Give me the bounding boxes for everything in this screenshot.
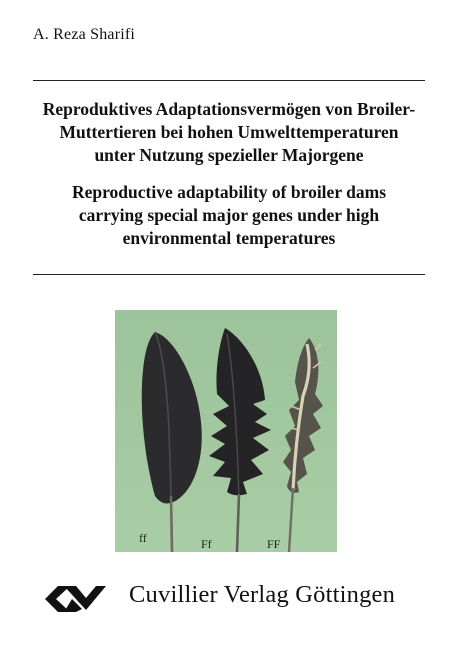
feather-photo [115,310,337,552]
top-divider [33,80,425,81]
title-english [14,181,444,250]
label-FF: FF [267,537,281,551]
author-name: A. Reza Sharifi [33,26,136,43]
bottom-divider [33,274,425,275]
publisher [42,576,442,616]
label-ff: ff [139,531,147,545]
title-german-line-2: Muttertieren bei hohen Umwelttemperaturen [59,122,399,142]
title-german [14,98,444,167]
cuvillier-cv-logo-icon [42,582,108,616]
title-english-line-1: Reproductive adaptability of broiler dams [71,182,387,202]
publisher-name: Cuvillier Verlag Göttingen [129,581,396,608]
title-german-line-1: Reproduktives Adaptationsvermögen von Broiler- [42,99,416,119]
title-english-line-2: carrying special major genes under high [78,205,380,225]
title-english-line-3: environmental temperatures [122,228,336,248]
label-Ff: Ff [201,537,212,551]
title-german-line-3: unter Nutzung spezieller Majorgene [94,145,364,165]
